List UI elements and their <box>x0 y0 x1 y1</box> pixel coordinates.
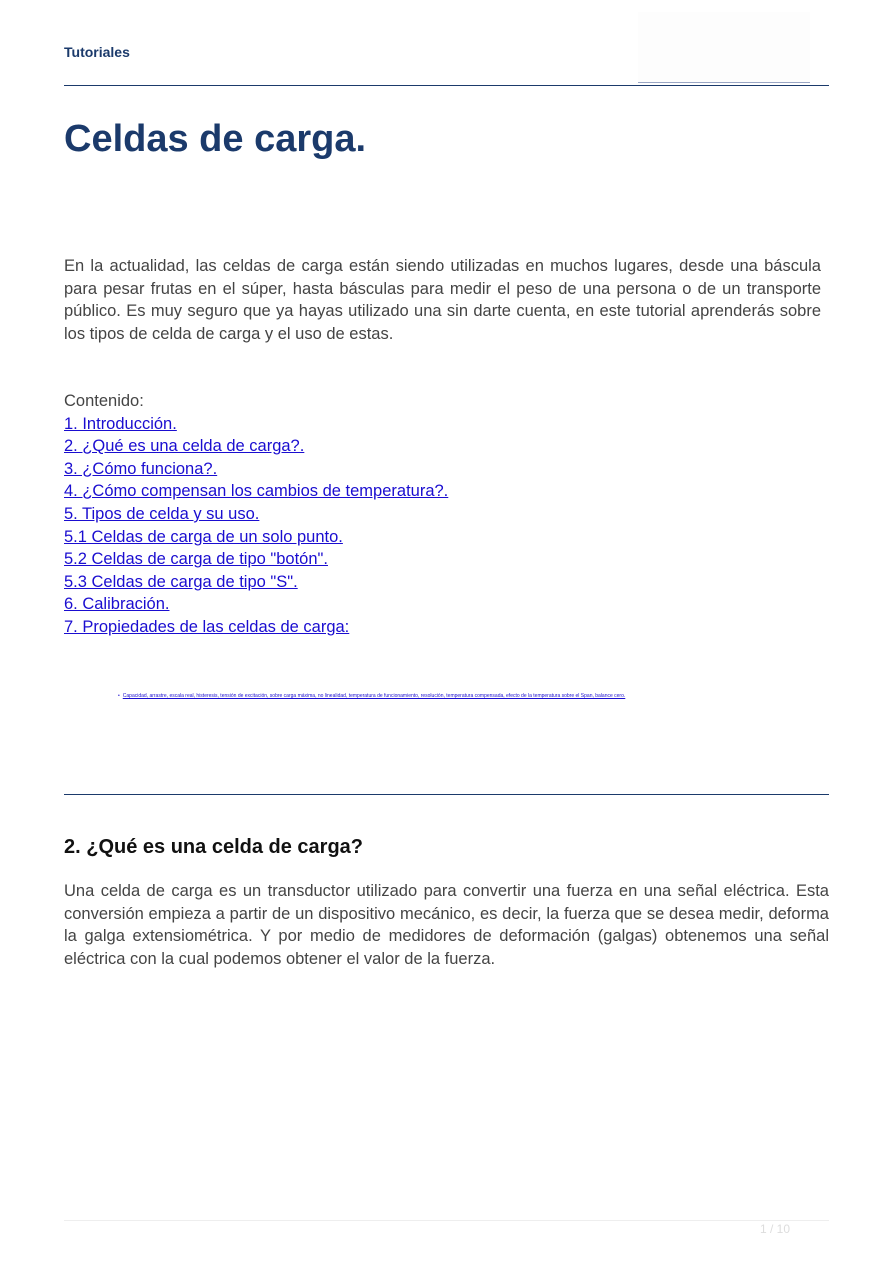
toc-link-solo-punto[interactable]: 5.1 Celdas de carga de un solo punto. <box>64 527 343 546</box>
page-number: 1 / 10 <box>760 1222 791 1236</box>
section-divider <box>64 794 829 795</box>
footer-divider <box>64 1220 829 1221</box>
header-label: Tutoriales <box>64 44 130 60</box>
section-paragraph: Una celda de carga es un transductor utilizado para convertir una fuerza en una señal eléctrica. Esta conversión empieza a partir de un dispositivo mecánico, es decir, la fuerza que se desea medir, deforma la galga extensiométrica. Y por medio de medidores de deformación (galgas) obtenemos una señal eléctrica con la cual podemos obtener el valor de la fuerza. <box>64 882 829 968</box>
toc-sub-link-propiedades[interactable]: Capacidad, arrastre, escala real, histeresis, tensión de excitación, sobre carga máxima, no linealidad, temperatura de funcionamiento, resolución, temperatura compensada, efecto de la temperatura sobre el Span, balance cero. <box>122 693 626 699</box>
header-divider <box>64 85 829 86</box>
toc-link-como-funciona[interactable]: 3. ¿Cómo funciona?. <box>64 459 218 478</box>
page-title: Celdas de carga. <box>64 118 367 160</box>
toc-link-tipos[interactable]: 5. Tipos de celda y su uso. <box>64 504 260 523</box>
intro-paragraph: En la actualidad, las celdas de carga están siendo utilizadas en muchos lugares, desde una báscula para pesar frutas en el súper, hasta básculas para medir el peso de una persona o de un transporte público. Es muy seguro que ya hayas utilizado una sin darte cuenta, en este tutorial aprenderás sobre los tipos de celda de carga y el uso de estas. <box>64 257 821 343</box>
toc-link-temperatura[interactable]: 4. ¿Cómo compensan los cambios de temperatura?. <box>64 482 449 501</box>
toc-link-propiedades[interactable]: 7. Propiedades de las celdas de carga: <box>64 617 350 636</box>
bullet-icon: • <box>118 693 120 699</box>
header-logo <box>638 12 810 82</box>
toc-link-calibracion[interactable]: 6. Calibración. <box>64 595 170 614</box>
section-title: 2. ¿Qué es una celda de carga? <box>64 836 364 858</box>
toc-heading: Contenido: <box>64 392 144 410</box>
toc-link-que-es[interactable]: 2. ¿Qué es una celda de carga?. <box>64 437 305 456</box>
table-of-contents <box>64 390 764 639</box>
toc-link-tipo-s[interactable]: 5.3 Celdas de carga de tipo "S". <box>64 572 298 591</box>
header-logo-underline <box>638 82 810 83</box>
toc-link-introduccion[interactable]: 1. Introducción. <box>64 414 177 433</box>
toc-sub-list <box>118 692 718 700</box>
toc-link-boton[interactable]: 5.2 Celdas de carga de tipo "botón". <box>64 550 328 569</box>
